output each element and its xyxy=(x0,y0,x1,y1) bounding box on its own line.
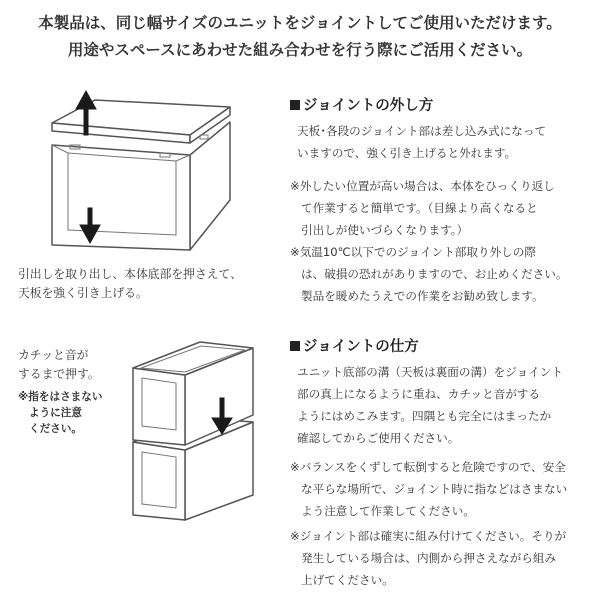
join-caption-line-1: カチッと音が xyxy=(18,348,89,362)
text-line: 確認してからご使用ください。 xyxy=(297,431,460,445)
text-line: ※バランスをくずして転倒すると危険ですので、安全 xyxy=(290,460,566,474)
text-line: ユニット底部の溝（天板は裏面の溝）をジョイント xyxy=(297,365,563,379)
finger-warning-line-2: ように注意 xyxy=(29,407,82,419)
intro-text xyxy=(0,10,600,64)
join-caption xyxy=(18,346,100,384)
finger-warning-line-1: ※指をはさまない xyxy=(18,391,103,403)
join-note-secure xyxy=(290,525,566,591)
detach-instructions xyxy=(297,120,546,164)
join-instructions xyxy=(297,361,563,449)
finger-warning-line-3: ください。 xyxy=(29,423,82,435)
square-bullet-icon xyxy=(290,100,300,110)
text-line: 発生している場合は、内側から押さえながら組み xyxy=(301,551,557,565)
text-line: は、破損の恐れがありますので、お止めください。 xyxy=(301,267,568,281)
text-line: て作業すると簡単です。（目線より高くなると xyxy=(301,201,538,215)
text-line: 引出しが使いづらくなります。） xyxy=(301,223,469,237)
detach-caption-line-2: 天板を強く引き上げる。 xyxy=(18,286,148,300)
text-line: ※ジョイント部は確実に組み付けてください。そりが xyxy=(290,529,567,543)
text-line: 上げてください。 xyxy=(301,573,394,587)
intro-line-1: 本製品は、同じ幅サイズのユニットをジョイントしてご使用いただけます。 xyxy=(38,14,562,32)
join-illustration xyxy=(125,330,265,530)
text-line: 天板･各段のジョイント部は差し込み式になって xyxy=(297,124,547,138)
section-heading-detach xyxy=(290,94,433,115)
text-line: 部の真上になるように重ね、カチッと音がする xyxy=(297,387,541,401)
detach-caption xyxy=(18,265,242,303)
section-heading-join xyxy=(290,335,419,356)
join-note-balance xyxy=(290,456,567,522)
intro-line-2: 用途やスペースにあわせた組み合わせを行う際にご活用ください。 xyxy=(67,41,533,59)
text-line: ※気温10℃以下でのジョイント部取り外しの際 xyxy=(290,245,536,259)
text-line: な平らな場所で、ジョイント時に指などはさまない xyxy=(301,482,568,496)
section-heading-join-text: ジョイントの仕方 xyxy=(303,339,419,355)
text-line: ようにはめこみます。四隅とも完全にはまったか xyxy=(297,409,552,423)
text-line: ※外したい位置が高い場合は、本体をひっくり返し xyxy=(290,179,555,193)
square-bullet-icon xyxy=(290,341,300,351)
text-line: 製品を暖めたうえでの作業をお勧め致します。 xyxy=(301,289,544,303)
detach-caption-line-1: 引出しを取り出し、本体底部を押さえて、 xyxy=(18,267,242,281)
section-heading-detach-text: ジョイントの外し方 xyxy=(303,98,434,114)
detach-note-flip xyxy=(290,175,555,241)
text-line: いますので、強く引き上げると外れます。 xyxy=(297,146,517,160)
text-line: よう注意して作業してください。 xyxy=(301,504,475,518)
join-caption-line-2: するまで押す。 xyxy=(18,367,100,381)
detach-illustration xyxy=(40,85,240,260)
detach-note-temperature xyxy=(290,241,567,307)
finger-warning xyxy=(18,389,102,437)
